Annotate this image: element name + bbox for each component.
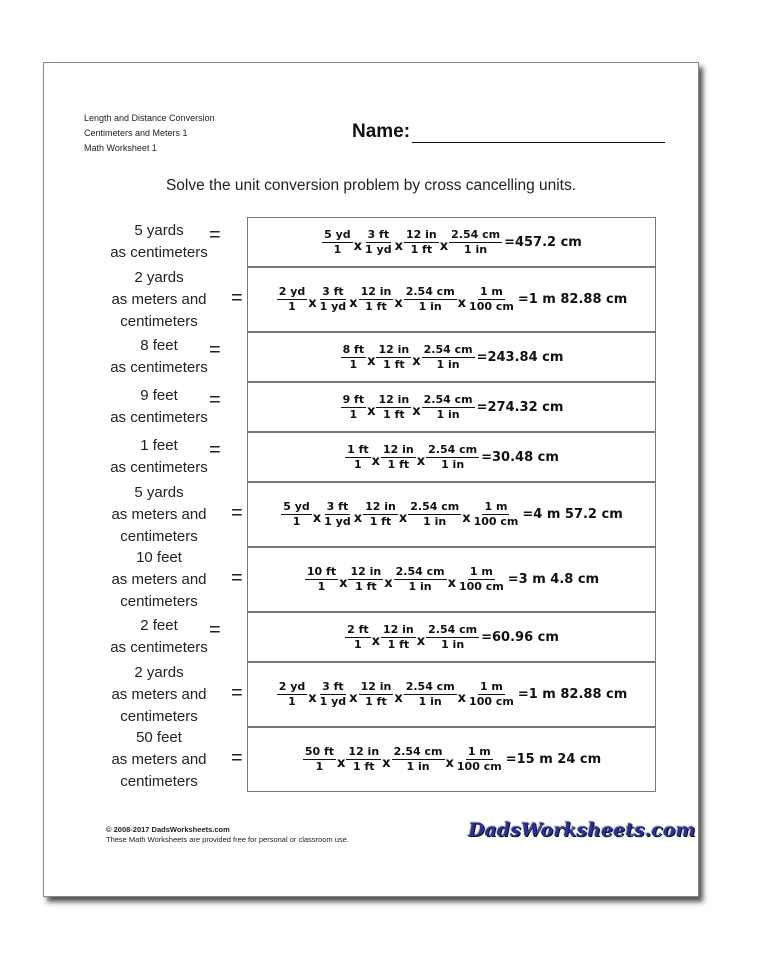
problem-prompt bbox=[94, 547, 224, 613]
times-sign: x bbox=[353, 511, 363, 526]
result: =30.48 cm bbox=[481, 449, 559, 465]
denominator: 1 in bbox=[436, 407, 460, 421]
denominator: 100 cm bbox=[469, 695, 514, 708]
fraction bbox=[340, 343, 368, 372]
numerator: 12 in bbox=[383, 442, 414, 456]
denominator: 100 cm bbox=[473, 515, 519, 528]
problem-prompt bbox=[94, 615, 224, 659]
denominator: 1 yd bbox=[365, 242, 392, 256]
times-sign: x bbox=[308, 691, 317, 706]
numerator: 12 in bbox=[378, 392, 410, 406]
header-worksheet: Math Worksheet 1 bbox=[84, 143, 157, 153]
fraction bbox=[304, 565, 339, 594]
footer bbox=[106, 825, 349, 845]
denominator: 1 bbox=[288, 695, 296, 708]
times-sign: x bbox=[312, 511, 322, 526]
result: =457.2 cm bbox=[504, 234, 582, 250]
numerator: 50 ft bbox=[304, 745, 335, 758]
problem-row bbox=[44, 382, 698, 432]
problem-prompt bbox=[94, 435, 224, 479]
fraction bbox=[403, 285, 458, 314]
times-sign: x bbox=[384, 576, 393, 591]
prompt-line: centimeters bbox=[120, 772, 198, 790]
solution-box bbox=[247, 332, 656, 382]
times-sign: x bbox=[445, 756, 454, 771]
problem-prompt bbox=[94, 267, 224, 333]
dadsworksheets-logo: DadsWorksheets.com bbox=[468, 819, 696, 841]
denominator: 1 ft bbox=[383, 357, 405, 371]
prompt-line: 2 yards bbox=[134, 268, 184, 286]
denominator: 100 cm bbox=[458, 580, 504, 593]
prompt-line: as centimeters bbox=[110, 459, 208, 476]
times-sign: x bbox=[439, 238, 449, 254]
numerator: 2 yd bbox=[278, 285, 306, 298]
fraction bbox=[375, 393, 412, 422]
fraction bbox=[448, 228, 503, 257]
instructions: Solve the unit conversion problem by cross cancelling units. bbox=[165, 177, 577, 194]
numerator: 2.54 cm bbox=[423, 392, 473, 406]
problem-prompt bbox=[94, 220, 224, 264]
solution-box bbox=[247, 432, 656, 482]
problem-row bbox=[44, 662, 698, 727]
denominator: 1 in bbox=[464, 242, 488, 256]
fraction bbox=[407, 500, 462, 529]
numerator: 12 in bbox=[350, 565, 382, 578]
numerator: 12 in bbox=[365, 500, 396, 513]
denominator: 1 in bbox=[441, 637, 465, 651]
fraction bbox=[344, 443, 372, 472]
result: =1 m 82.88 cm bbox=[517, 687, 628, 702]
times-sign: x bbox=[349, 296, 358, 311]
result: =3 m 4.8 cm bbox=[507, 572, 600, 587]
fraction bbox=[340, 393, 368, 422]
fraction bbox=[321, 500, 354, 529]
fraction bbox=[421, 393, 476, 422]
numerator: 1 m bbox=[467, 745, 491, 758]
denominator: 1 ft bbox=[353, 760, 375, 773]
denominator: 1 ft bbox=[365, 300, 387, 313]
problem-row bbox=[44, 332, 698, 382]
prompt-line: 10 feet bbox=[136, 548, 182, 566]
prompt-line: 2 yards bbox=[134, 663, 184, 681]
prompt-line: centimeters bbox=[120, 707, 198, 725]
fraction bbox=[358, 285, 395, 314]
fraction bbox=[302, 745, 337, 774]
numerator: 3 ft bbox=[322, 680, 344, 693]
times-sign: x bbox=[416, 633, 426, 649]
denominator: 1 bbox=[349, 357, 358, 371]
numerator: 12 in bbox=[360, 680, 392, 693]
times-sign: x bbox=[416, 453, 426, 469]
denominator: 1 yd bbox=[324, 515, 351, 528]
times-sign: x bbox=[412, 353, 421, 369]
numerator: 12 in bbox=[383, 622, 414, 636]
denominator: 1 ft bbox=[410, 242, 433, 256]
denominator: 1 bbox=[292, 515, 301, 528]
solution-box bbox=[247, 612, 656, 662]
equals-sign: = bbox=[231, 746, 243, 769]
solution-box bbox=[247, 382, 656, 432]
prompt-line: 8 feet bbox=[140, 337, 178, 354]
prompt-line: as meters and bbox=[111, 685, 207, 703]
equals-sign: = bbox=[209, 339, 221, 361]
equals-sign: = bbox=[209, 224, 221, 246]
times-sign: x bbox=[447, 576, 456, 591]
prompt-line: as meters and bbox=[111, 570, 207, 588]
problem-prompt bbox=[94, 727, 224, 793]
problem-prompt bbox=[94, 482, 224, 548]
denominator: 1 ft bbox=[365, 695, 387, 708]
numerator: 2.54 cm bbox=[393, 745, 443, 758]
numerator: 1 m bbox=[479, 680, 503, 693]
name-line[interactable] bbox=[412, 124, 665, 143]
problem-row bbox=[44, 727, 698, 792]
numerator: 1 m bbox=[479, 285, 503, 298]
problem-row bbox=[44, 482, 698, 547]
problem-row bbox=[44, 547, 698, 612]
result: =15 m 24 cm bbox=[505, 752, 602, 767]
prompt-line: 2 feet bbox=[140, 617, 178, 634]
fraction bbox=[456, 565, 507, 594]
solution-box bbox=[247, 267, 656, 332]
numerator: 12 in bbox=[348, 745, 380, 758]
fraction bbox=[317, 680, 350, 709]
numerator: 2.54 cm bbox=[405, 680, 455, 693]
header-subtitle: Centimeters and Meters 1 bbox=[84, 128, 188, 138]
problem-row bbox=[44, 432, 698, 482]
times-sign: x bbox=[371, 453, 381, 469]
numerator: 2.54 cm bbox=[451, 227, 501, 241]
worksheet-page bbox=[43, 62, 699, 897]
denominator: 1 in bbox=[408, 580, 432, 593]
fraction bbox=[317, 285, 350, 314]
prompt-line: 1 feet bbox=[140, 437, 178, 454]
equals-sign: = bbox=[231, 681, 243, 704]
equals-sign: = bbox=[209, 619, 221, 641]
denominator: 100 cm bbox=[456, 760, 502, 773]
denominator: 1 bbox=[288, 300, 296, 313]
numerator: 3 ft bbox=[367, 227, 390, 241]
fraction bbox=[454, 745, 505, 774]
equals-sign: = bbox=[209, 389, 221, 411]
problem-row bbox=[44, 217, 698, 267]
result: =60.96 cm bbox=[481, 629, 559, 645]
denominator: 1 in bbox=[418, 300, 442, 313]
denominator: 1 in bbox=[441, 457, 465, 471]
solution-box bbox=[247, 547, 656, 612]
denominator: 1 ft bbox=[369, 515, 392, 528]
prompt-line: 5 yards bbox=[134, 222, 184, 239]
name-field bbox=[352, 121, 665, 143]
fraction bbox=[471, 500, 522, 529]
fraction bbox=[321, 228, 354, 257]
numerator: 1 m bbox=[469, 565, 493, 578]
numerator: 3 ft bbox=[326, 500, 349, 513]
times-sign: x bbox=[367, 403, 376, 419]
fraction bbox=[403, 228, 440, 257]
prompt-line: 50 feet bbox=[136, 728, 182, 746]
fraction bbox=[358, 680, 395, 709]
times-sign: x bbox=[367, 353, 376, 369]
problem-row bbox=[44, 267, 698, 332]
times-sign: x bbox=[394, 691, 403, 706]
equals-sign: = bbox=[231, 286, 243, 309]
problem-prompt bbox=[94, 662, 224, 728]
fraction bbox=[362, 228, 395, 257]
times-sign: x bbox=[394, 296, 403, 311]
prompt-line: as centimeters bbox=[110, 409, 208, 426]
fraction bbox=[466, 680, 517, 709]
numerator: 2.54 cm bbox=[405, 285, 455, 298]
equals-sign: = bbox=[231, 566, 243, 589]
numerator: 2.54 cm bbox=[428, 442, 478, 456]
fraction bbox=[276, 285, 309, 314]
times-sign: x bbox=[371, 633, 381, 649]
numerator: 5 yd bbox=[283, 500, 310, 513]
numerator: 5 yd bbox=[324, 227, 351, 241]
problem-prompt bbox=[94, 385, 224, 429]
fraction bbox=[393, 565, 448, 594]
problem-row bbox=[44, 612, 698, 662]
numerator: 8 ft bbox=[342, 342, 365, 356]
numerator: 2.54 cm bbox=[423, 342, 473, 356]
numerator: 12 in bbox=[378, 342, 410, 356]
copyright: © 2008-2017 DadsWorksheets.com bbox=[106, 825, 230, 834]
denominator: 1 ft bbox=[387, 637, 410, 651]
times-sign: x bbox=[353, 238, 363, 254]
times-sign: x bbox=[462, 511, 471, 526]
numerator: 12 in bbox=[405, 227, 437, 241]
denominator: 1 in bbox=[418, 695, 442, 708]
numerator: 2 ft bbox=[347, 622, 369, 636]
denominator: 1 ft bbox=[355, 580, 377, 593]
fraction bbox=[276, 680, 309, 709]
times-sign: x bbox=[349, 691, 358, 706]
fraction bbox=[375, 343, 412, 372]
denominator: 1 bbox=[333, 242, 342, 256]
numerator: 2.54 cm bbox=[410, 500, 460, 513]
denominator: 1 in bbox=[436, 357, 460, 371]
numerator: 12 in bbox=[360, 285, 392, 298]
fraction bbox=[344, 623, 372, 652]
times-sign: x bbox=[412, 403, 421, 419]
fraction bbox=[421, 343, 476, 372]
times-sign: x bbox=[308, 296, 317, 311]
prompt-line: 9 feet bbox=[140, 387, 178, 404]
solution-box bbox=[247, 727, 656, 792]
result: =1 m 82.88 cm bbox=[517, 292, 628, 307]
solution-box bbox=[247, 482, 656, 547]
times-sign: x bbox=[382, 756, 391, 771]
prompt-line: as meters and bbox=[111, 290, 207, 308]
times-sign: x bbox=[398, 511, 408, 526]
problem-prompt bbox=[94, 335, 224, 379]
denominator: 1 yd bbox=[319, 300, 347, 313]
numerator: 2.54 cm bbox=[428, 622, 478, 636]
numerator: 10 ft bbox=[306, 565, 337, 578]
solution-box bbox=[247, 217, 656, 267]
times-sign: x bbox=[457, 691, 467, 706]
fraction bbox=[391, 745, 446, 774]
prompt-line: as meters and bbox=[111, 750, 207, 768]
times-sign: x bbox=[337, 756, 346, 771]
worksheet-header bbox=[84, 111, 215, 156]
denominator: 1 bbox=[354, 457, 362, 471]
fraction bbox=[466, 285, 517, 314]
numerator: 9 ft bbox=[342, 392, 365, 406]
denominator: 1 bbox=[349, 407, 358, 421]
fraction bbox=[280, 500, 313, 529]
denominator: 1 bbox=[317, 580, 326, 593]
prompt-line: centimeters bbox=[120, 527, 198, 545]
equals-sign: = bbox=[209, 439, 221, 461]
numerator: 2 yd bbox=[278, 680, 306, 693]
numerator: 3 ft bbox=[322, 285, 344, 298]
numerator: 2.54 cm bbox=[395, 565, 445, 578]
prompt-line: centimeters bbox=[120, 312, 198, 330]
fraction bbox=[362, 500, 399, 529]
fraction bbox=[380, 623, 417, 652]
fraction bbox=[425, 443, 480, 472]
denominator: 1 yd bbox=[319, 695, 347, 708]
result: =4 m 57.2 cm bbox=[522, 507, 623, 522]
equals-sign: = bbox=[231, 501, 243, 524]
prompt-line: as centimeters bbox=[110, 639, 208, 656]
times-sign: x bbox=[457, 296, 467, 311]
numerator: 1 m bbox=[484, 500, 508, 513]
fraction bbox=[425, 623, 480, 652]
denominator: 100 cm bbox=[469, 300, 514, 313]
denominator: 1 in bbox=[406, 760, 430, 773]
denominator: 1 in bbox=[423, 515, 447, 528]
prompt-line: as centimeters bbox=[110, 244, 208, 261]
fraction bbox=[403, 680, 458, 709]
result: =243.84 cm bbox=[476, 349, 564, 365]
denominator: 1 ft bbox=[387, 457, 410, 471]
result: =274.32 cm bbox=[476, 399, 564, 415]
solution-box bbox=[247, 662, 656, 727]
denominator: 1 ft bbox=[383, 407, 405, 421]
prompt-line: 5 yards bbox=[134, 483, 184, 501]
footer-note: These Math Worksheets are provided free for personal or classroom use. bbox=[106, 835, 349, 844]
denominator: 1 bbox=[315, 760, 324, 773]
fraction bbox=[380, 443, 417, 472]
name-label: Name: bbox=[352, 121, 411, 142]
prompt-line: as centimeters bbox=[110, 359, 208, 376]
header-title: Length and Distance Conversion bbox=[84, 113, 215, 123]
fraction bbox=[347, 565, 384, 594]
times-sign: x bbox=[339, 576, 348, 591]
denominator: 1 bbox=[354, 637, 362, 651]
prompt-line: as meters and bbox=[111, 505, 207, 523]
fraction bbox=[345, 745, 382, 774]
numerator: 1 ft bbox=[347, 442, 369, 456]
times-sign: x bbox=[394, 238, 403, 254]
prompt-line: centimeters bbox=[120, 592, 198, 610]
